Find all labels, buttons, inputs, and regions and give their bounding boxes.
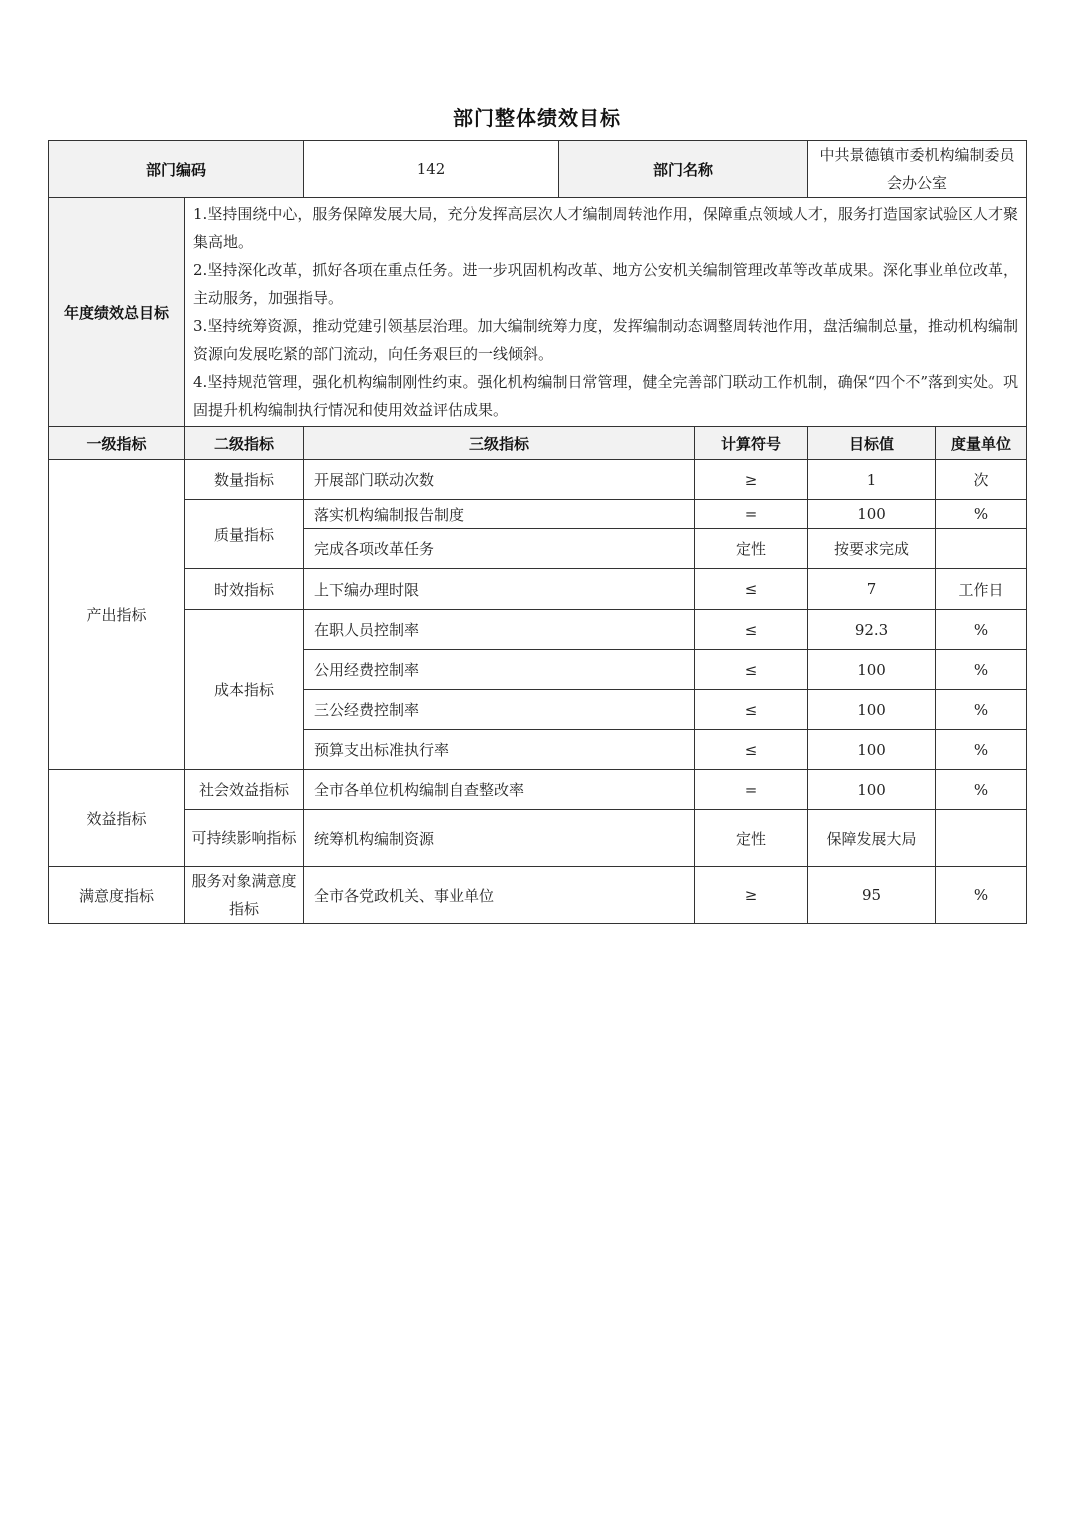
indicator-operator: ≤: [695, 650, 808, 690]
goal-item: 2.坚持深化改革，抓好各项在重点任务。进一步巩固机构改革、地方公安机关编制管理改革等改革成果。深化事业单位改革，主动服务，加强指导。: [193, 261, 1019, 307]
indicator-target: 100: [808, 730, 936, 770]
indicator-name: 上下编办理时限: [304, 569, 695, 610]
table-row: [49, 810, 1027, 867]
table-row: [49, 610, 1027, 650]
indicator-target: 7: [808, 569, 936, 610]
indicator-unit: %: [936, 730, 1027, 770]
indicator-target: 1: [808, 460, 936, 500]
indicator-name: 预算支出标准执行率: [304, 730, 695, 770]
header-row: [49, 141, 1027, 198]
goal-item: 1.坚持围绕中心，服务保障发展大局，充分发挥高层次人才编制周转池作用，保障重点领域人才，服务打造国家试验区人才聚集高地。: [193, 205, 1019, 251]
indicator-operator: ≤: [695, 690, 808, 730]
annual-goals-label: 年度绩效总目标: [49, 198, 185, 427]
col-header-operator: 计算符号: [695, 427, 808, 460]
level2-quality: 质量指标: [185, 500, 304, 569]
indicator-name: 全市各单位机构编制自查整改率: [304, 770, 695, 810]
table-row: [49, 500, 1027, 529]
performance-table: [48, 140, 1027, 924]
indicator-operator: 定性: [695, 810, 808, 867]
indicator-name: 三公经费控制率: [304, 690, 695, 730]
level1-benefit: 效益指标: [49, 770, 185, 867]
annual-goals-content: [185, 198, 1027, 427]
indicator-target: 100: [808, 650, 936, 690]
indicator-unit: %: [936, 500, 1027, 529]
indicator-name: 落实机构编制报告制度: [304, 500, 695, 529]
indicator-operator: =: [695, 770, 808, 810]
indicator-target: 保障发展大局: [808, 810, 936, 867]
indicator-operator: ≥: [695, 867, 808, 924]
col-header-level1: 一级指标: [49, 427, 185, 460]
table-row: [49, 867, 1027, 924]
indicator-operator: ≤: [695, 610, 808, 650]
table-row: [49, 569, 1027, 610]
indicator-name: 全市各党政机关、事业单位: [304, 867, 695, 924]
indicator-unit: %: [936, 650, 1027, 690]
indicator-name: 在职人员控制率: [304, 610, 695, 650]
table-row: [49, 770, 1027, 810]
indicator-unit: [936, 810, 1027, 867]
indicator-operator: ≥: [695, 460, 808, 500]
dept-code-value: 142: [304, 141, 559, 198]
column-header-row: [49, 427, 1027, 460]
indicator-unit: 工作日: [936, 569, 1027, 610]
level1-output: 产出指标: [49, 460, 185, 770]
indicator-target: 92.3: [808, 610, 936, 650]
indicator-target: 95: [808, 867, 936, 924]
indicator-unit: %: [936, 867, 1027, 924]
level2-service-satisfaction: 服务对象满意度指标: [185, 867, 304, 924]
indicator-unit: %: [936, 690, 1027, 730]
indicator-name: 完成各项改革任务: [304, 529, 695, 569]
table-row: [49, 460, 1027, 500]
indicator-name: 统筹机构编制资源: [304, 810, 695, 867]
col-header-level2: 二级指标: [185, 427, 304, 460]
level2-timeliness: 时效指标: [185, 569, 304, 610]
indicator-target: 按要求完成: [808, 529, 936, 569]
indicator-operator: 定性: [695, 529, 808, 569]
level2-quantity: 数量指标: [185, 460, 304, 500]
level2-sustainable: 可持续影响指标: [185, 810, 304, 867]
indicator-target: 100: [808, 500, 936, 529]
page-title: 部门整体绩效目标: [453, 106, 621, 130]
indicator-unit: 次: [936, 460, 1027, 500]
indicator-unit: [936, 529, 1027, 569]
col-header-level3: 三级指标: [304, 427, 695, 460]
level2-cost: 成本指标: [185, 610, 304, 770]
annual-goals-row: [49, 198, 1027, 427]
col-header-target: 目标值: [808, 427, 936, 460]
dept-name-value: 中共景德镇市委机构编制委员会办公室: [808, 141, 1027, 198]
indicator-target: 100: [808, 690, 936, 730]
dept-code-label: 部门编码: [49, 141, 304, 198]
indicator-name: 开展部门联动次数: [304, 460, 695, 500]
indicator-operator: ≤: [695, 730, 808, 770]
goal-item: 3.坚持统筹资源，推动党建引领基层治理。加大编制统筹力度，发挥编制动态调整周转池作用，盘活编制总量，推动机构编制资源向发展吃紧的部门流动，向任务艰巨的一线倾斜。: [193, 317, 1019, 363]
indicator-name: 公用经费控制率: [304, 650, 695, 690]
goal-item: 4.坚持规范管理，强化机构编制刚性约束。强化机构编制日常管理，健全完善部门联动工作机制，确保“四个不”落到实处。巩固提升机构编制执行情况和使用效益评估成果。: [193, 373, 1019, 419]
level1-satisfaction: 满意度指标: [49, 867, 185, 924]
level2-social-benefit: 社会效益指标: [185, 770, 304, 810]
col-header-unit: 度量单位: [936, 427, 1027, 460]
indicator-unit: %: [936, 770, 1027, 810]
indicator-unit: %: [936, 610, 1027, 650]
indicator-target: 100: [808, 770, 936, 810]
indicator-operator: =: [695, 500, 808, 529]
indicator-operator: ≤: [695, 569, 808, 610]
dept-name-label: 部门名称: [559, 141, 808, 198]
